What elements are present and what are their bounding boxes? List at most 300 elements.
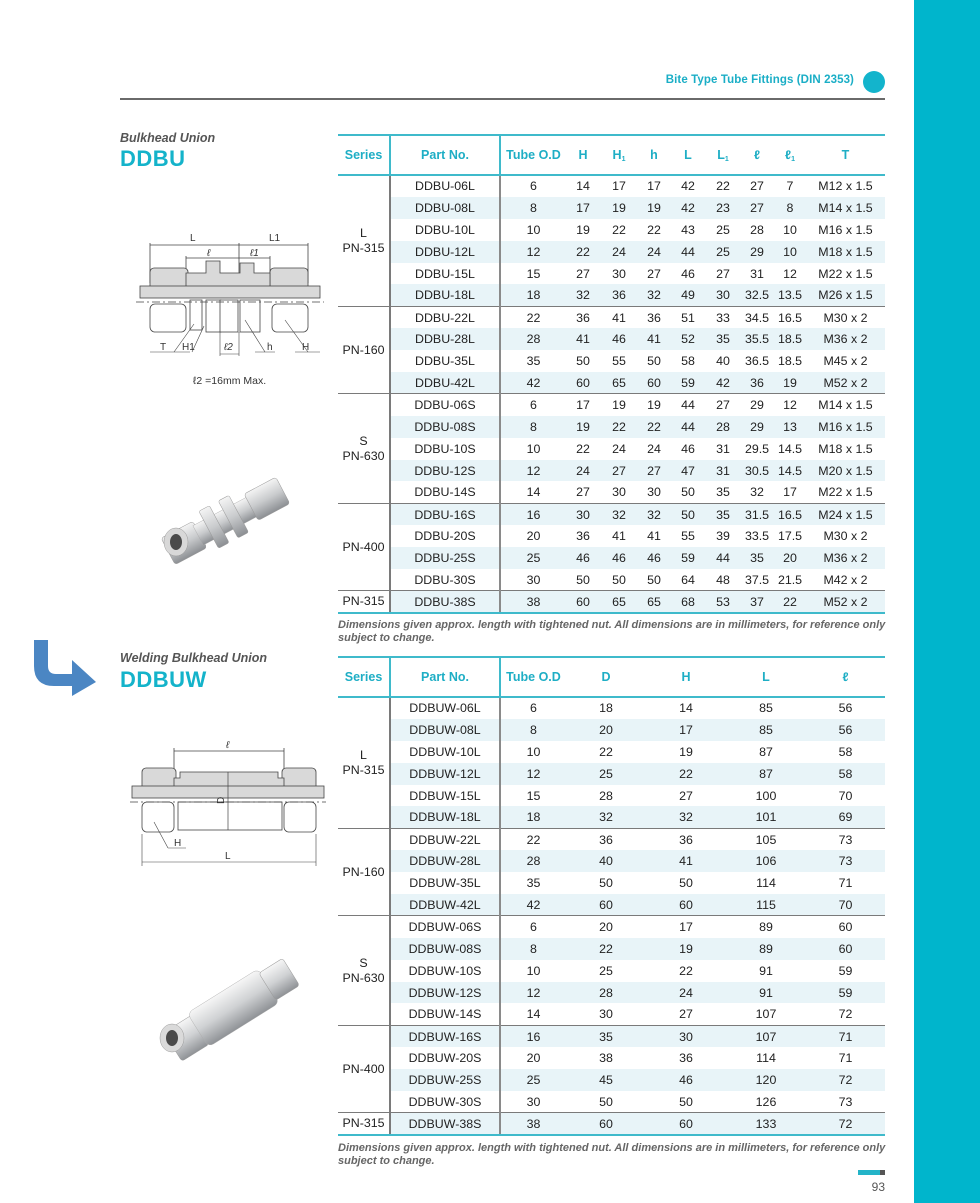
dimension-cell: 20 [526,529,541,544]
dimension-cell: 114 [756,876,776,891]
dimension-cell: 22 [638,416,670,438]
dim-label-T: T [160,342,167,353]
part-number-cell: DDBUW-30S [390,1091,500,1113]
table-row [338,503,885,525]
dim-label-h: h [267,342,273,353]
dim-label-H: H [302,342,310,353]
dimension-cell: 36.5 [744,354,770,369]
table-row [338,850,885,872]
dimension-cell: 10 [774,241,806,263]
column-header: L [670,135,706,175]
dimension-cell: 25 [599,963,613,978]
dimension-cell: 25 [500,1069,566,1091]
dimension-cell: 28 [706,416,740,438]
dimension-cell: 30 [526,572,541,587]
dimension-cell: 46 [600,547,638,569]
dimension-cell: 35 [706,328,740,350]
page-number: 93 [871,1180,885,1194]
ddbu-subtitle: Bulkhead Union [120,131,216,145]
dimension-cell: 32 [566,806,646,828]
dimension-cell: 14.5 [774,460,806,482]
dimension-cell: 41 [566,328,600,350]
dimension-cell: 22 [679,963,693,978]
dimension-cell: 31 [716,441,730,456]
dimension-cell: M24 x 1.5 [806,503,885,525]
dimension-cell: 50 [599,876,613,891]
dimension-cell: 12 [783,266,797,281]
series-cell [338,175,390,306]
dimension-cell: 51 [670,306,706,328]
dimension-cell: 35 [526,876,541,891]
dimension-cell: 25 [500,547,566,569]
dimension-cell: 38 [599,1051,613,1066]
dimension-cell: 28 [566,982,646,1004]
dimension-cell: 106 [726,850,806,872]
series-cell [338,306,390,394]
series-cell [338,916,390,1025]
series-cell [338,591,390,613]
dimension-cell: 14 [576,179,590,194]
dimension-cell: 42 [681,179,695,194]
dimension-cell: M42 x 2 [823,572,868,587]
dimension-cell: 60 [646,1113,726,1135]
part-number-cell: DDBUW-18L [390,806,500,828]
dimension-cell: 60 [566,1113,646,1135]
ddbuw-subtitle: Welding Bulkhead Union [120,651,267,665]
table-row [338,1003,885,1025]
dimension-cell: 18 [500,806,566,828]
dimension-cell: 30.5 [740,460,774,482]
dimension-cell: 32 [646,806,726,828]
section-arrow-icon [30,638,100,698]
dimension-cell: 36 [679,1051,693,1066]
dimension-cell: 6 [530,701,537,716]
dimension-cell: 23 [706,197,740,219]
dimension-cell: 17 [647,179,661,194]
dimension-cell: 17 [566,197,600,219]
dimension-cell: 28 [599,788,613,803]
dimension-cell: 59 [806,982,885,1004]
series-label: PN-400 [342,539,385,554]
table-row [338,241,885,263]
dimension-cell: 18 [500,284,566,306]
dimension-cell: 30 [566,503,600,525]
dimension-cell: M12 x 1.5 [818,179,873,194]
series-label: PN-160 [342,342,385,357]
dimension-cell: 14.5 [777,441,803,456]
column-header: Series [338,135,390,175]
dimension-cell: M30 x 2 [806,306,885,328]
table-row [338,175,885,197]
dimension-cell: 41 [612,529,626,544]
part-number-cell: DDBUW-06L [390,697,500,719]
dimension-cell: 73 [838,1094,853,1109]
table-row [338,894,885,916]
dimension-cell: 24 [600,241,638,263]
series-label: PN-630 [342,970,385,985]
dimension-cell: 30 [706,284,740,306]
dimension-cell: 12 [500,982,566,1004]
dimension-cell: 18.5 [774,328,806,350]
part-number-cell: DDBUW-16S [390,1025,500,1047]
dimension-cell: 8 [500,938,566,960]
ddbu-technical-drawing [130,228,330,368]
dimension-cell: 30 [599,1007,613,1022]
dimension-cell: 71 [806,1025,885,1047]
table-row [338,1025,885,1047]
table-row [338,828,885,850]
part-number-cell: DDBU-06L [390,175,500,197]
dim-label-H: H [174,838,182,849]
column-header: ℓ [806,657,885,697]
ddbuw-dimensions-table [338,656,885,1136]
dimension-cell: 44 [670,394,706,416]
dimension-cell: 72 [806,1113,885,1135]
dimension-cell: 58 [806,763,885,785]
page-number-marker [858,1170,885,1175]
dimension-cell: 73 [806,828,885,850]
column-header: H [566,135,600,175]
dimension-cell: 31 [750,266,764,281]
part-number-cell: DDBUW-42L [390,894,500,916]
dim-label-L1: L1 [269,233,281,244]
dimension-cell: 39 [716,529,730,544]
dimension-cell: 36 [638,306,670,328]
table-row [338,350,885,372]
dimension-cell: 19 [679,744,693,759]
dimension-cell: 28 [500,328,566,350]
dimension-cell: 42 [500,894,566,916]
dimension-cell: 89 [726,938,806,960]
dimension-cell: 12 [500,460,566,482]
dimension-cell: 101 [726,806,806,828]
dimension-cell: 20 [774,547,806,569]
dimension-cell: 17 [646,719,726,741]
series-cell [338,697,390,828]
part-number-cell: DDBUW-06S [390,916,500,938]
dimension-cell: 72 [806,1069,885,1091]
dimension-cell: 8 [500,416,566,438]
dimension-cell: 29 [740,394,774,416]
dimension-cell: 17 [783,485,797,500]
dimension-cell: 58 [681,354,695,369]
table-row [338,416,885,438]
dimension-cell: 27 [576,266,590,281]
dimension-cell: 10 [526,222,541,237]
dimension-cell: 64 [681,572,695,587]
dimension-cell: 28 [500,850,566,872]
dimension-cell: 38 [500,591,566,613]
dimension-cell: 14 [526,485,541,500]
series-label: PN-630 [342,448,385,463]
dimension-cell: 17 [612,179,626,194]
dimension-cell: 46 [600,328,638,350]
part-number-cell: DDBUW-15L [390,785,500,807]
dimension-cell: 71 [838,876,853,891]
part-number-cell: DDBUW-12L [390,763,500,785]
part-number-cell: DDBU-10L [390,219,500,241]
dimension-cell: 29 [740,416,774,438]
dimension-cell: 43 [681,222,695,237]
column-header: Tube O.D [500,135,566,175]
dimension-cell: 50 [612,572,626,587]
part-number-cell: DDBU-12L [390,241,500,263]
dimension-cell: 27 [679,788,693,803]
table-row [338,960,885,982]
part-number-cell: DDBU-15L [390,263,500,285]
part-number-cell: DDBUW-25S [390,1069,500,1091]
dimension-cell: M22 x 1.5 [818,485,873,500]
dimension-cell: 22 [612,222,626,237]
part-number-cell: DDBUW-20S [390,1047,500,1069]
dimension-cell: 33 [706,306,740,328]
dimension-cell: 100 [755,788,777,803]
dimension-cell: 14 [679,701,693,716]
dimension-cell: 27 [638,460,670,482]
table-header-row [338,135,885,175]
table-row [338,1069,885,1091]
part-number-cell: DDBUW-38S [390,1113,500,1135]
dimension-cell: 10 [526,744,541,759]
dimension-cell: 35 [526,354,541,369]
dimension-cell: 6 [500,394,566,416]
dimension-cell: 59 [670,547,706,569]
dimension-cell: 29.5 [744,441,770,456]
dimension-cell: 33.5 [744,529,770,544]
dimension-cell: 44 [670,416,706,438]
dimension-cell: 120 [726,1069,806,1091]
dim-label-l2: ℓ2 [224,342,233,353]
dimension-cell: 25 [566,763,646,785]
dimension-cell: 7 [786,179,794,194]
part-number-cell: DDBUW-22L [390,828,500,850]
dimension-cell: 22 [500,828,566,850]
table-row [338,197,885,219]
dimension-cell: 58 [838,744,853,759]
dimension-cell: 50 [679,1094,693,1109]
dimension-cell: 32 [638,284,670,306]
dimension-cell: 8 [500,719,566,741]
dimension-cell: 32 [750,485,764,500]
ddbu-dimensions-table [338,134,885,614]
dimension-cell: 22 [600,416,638,438]
dimension-cell: 89 [726,916,806,938]
dimension-cell: 50 [681,485,695,500]
dimension-cell: 24 [612,441,626,456]
dimension-cell: 19 [600,394,638,416]
ddbu-product-photo [150,470,300,570]
column-header: T [806,135,885,175]
table-row [338,982,885,1004]
dimension-cell: M52 x 2 [806,591,885,613]
dimension-cell: 91 [726,982,806,1004]
dimension-cell: 27 [716,266,730,281]
column-header: Series [338,657,390,697]
dimension-cell: 18.5 [777,354,803,369]
dimension-cell: 56 [806,719,885,741]
series-label: L [360,747,367,762]
column-header: H [646,657,726,697]
dimension-cell: 105 [726,828,806,850]
dimension-cell: 60 [638,372,670,394]
dim-label-l1: ℓ1 [250,248,259,259]
dimension-cell: 20 [566,916,646,938]
part-number-cell: DDBU-08S [390,416,500,438]
ddbuw-technical-drawing [128,738,328,868]
table-row [338,1113,885,1135]
dimension-cell: 15 [526,788,541,803]
dimension-cell: 13 [774,416,806,438]
table-row [338,916,885,938]
dimension-cell: 32 [600,503,638,525]
dimension-cell: 30 [646,1025,726,1047]
part-number-cell: DDBU-42L [390,372,500,394]
dimension-cell: 70 [806,894,885,916]
ddbu-footnote: Dimensions given approx. length with tightened nut. All dimensions are in millimeters, for reference only subject to change. [338,619,886,644]
dimension-cell: M26 x 1.5 [806,284,885,306]
dimension-cell: 35 [716,485,730,500]
series-label: PN-160 [342,864,385,879]
side-color-band [914,0,980,1203]
dimension-cell: 59 [838,963,853,978]
dimension-cell: 40 [716,354,730,369]
dimension-cell: 22 [566,938,646,960]
dimension-cell: 19 [638,197,670,219]
table-row [338,219,885,241]
dimension-cell: 65 [600,372,638,394]
column-header: D [566,657,646,697]
dimension-cell: 35.5 [740,328,774,350]
dimension-cell: 115 [726,894,806,916]
table-row [338,1091,885,1113]
dimension-cell: 46 [646,1069,726,1091]
series-label: PN-315 [342,1116,385,1131]
dimension-cell: 52 [670,328,706,350]
part-number-cell: DDBU-12S [390,460,500,482]
dimension-cell: 27 [600,460,638,482]
dimension-cell: M20 x 1.5 [806,460,885,482]
dimension-cell: 24 [647,441,661,456]
dimension-cell: 27 [706,394,740,416]
dimension-cell: 16 [500,503,566,525]
dimension-cell: 10 [783,222,797,237]
series-cell [338,503,390,591]
dimension-cell: 41 [646,850,726,872]
dimension-cell: 27 [576,485,590,500]
dimension-cell: 41 [600,306,638,328]
dimension-cell: 48 [716,572,730,587]
table-row [338,525,885,547]
series-label: PN-315 [342,240,385,255]
dimension-cell: 60 [566,894,646,916]
dimension-cell: 19 [566,416,600,438]
dimension-cell: 50 [647,572,661,587]
dimension-cell: 46 [566,547,600,569]
dimension-cell: M14 x 1.5 [806,394,885,416]
dimension-cell: 47 [670,460,706,482]
dimension-cell: 25 [716,222,730,237]
dim-label-L: L [225,851,231,862]
dimension-cell: M22 x 1.5 [818,266,873,281]
dimension-cell: 71 [838,1051,853,1066]
part-number-cell: DDBU-30S [390,569,500,591]
dimension-cell: 36 [600,284,638,306]
column-header: $L_1$ [706,135,740,175]
part-number-cell: DDBUW-35L [390,872,500,894]
dimension-cell: 35 [566,1025,646,1047]
dimension-cell: 27 [647,266,661,281]
dimension-cell: 16.5 [774,306,806,328]
dimension-cell: 50 [576,572,590,587]
dimension-cell: 114 [756,1051,776,1066]
dimension-cell: M18 x 1.5 [806,241,885,263]
part-number-cell: DDBU-35L [390,350,500,372]
part-number-cell: DDBU-16S [390,503,500,525]
dimension-cell: 20 [526,1051,541,1066]
series-cell [338,1113,390,1135]
table-row [338,306,885,328]
dimension-cell: 12 [500,241,566,263]
dimension-cell: 22 [576,441,590,456]
dimension-cell: M16 x 1.5 [818,222,873,237]
dimension-cell: 13.5 [774,284,806,306]
dimension-cell: 41 [638,328,670,350]
column-header: $H_1$ [600,135,638,175]
series-label: PN-400 [342,1061,385,1076]
dim-label-H1: H1 [182,342,195,353]
dimension-cell: 28 [750,222,764,237]
dimension-cell: 25 [706,241,740,263]
dimension-cell: 38 [500,1113,566,1135]
dimension-cell: 60 [806,916,885,938]
table-row [338,263,885,285]
dimension-cell: 69 [806,806,885,828]
column-header: ℓ [740,135,774,175]
dimension-cell: 22 [774,591,806,613]
dim-label-L: L [190,233,196,244]
column-header: L [726,657,806,697]
dimension-cell: 17 [566,394,600,416]
dimension-cell: 42 [706,372,740,394]
part-number-cell: DDBU-20S [390,525,500,547]
dimension-cell: 10 [526,441,541,456]
dimension-cell: 46 [681,441,695,456]
dimension-cell: 60 [806,938,885,960]
series-label: S [359,433,368,448]
series-label: PN-315 [342,762,385,777]
dimension-cell: 65 [638,591,670,613]
dimension-cell: 87 [759,744,773,759]
dimension-cell: 27 [750,179,764,194]
dimension-cell: 24 [646,982,726,1004]
dimension-cell: 30 [612,485,626,500]
dim-label-l: ℓ [226,740,230,751]
table-row [338,481,885,503]
series-label: L [360,225,367,240]
dimension-cell: 21.5 [777,572,803,587]
dimension-cell: 65 [600,591,638,613]
dimension-cell: 27 [679,1007,693,1022]
dimension-cell: 126 [755,1094,777,1109]
dimension-cell: 44 [670,241,706,263]
dimension-cell: 35 [740,547,774,569]
dimension-cell: 8 [774,197,806,219]
dim-label-D: D [216,796,227,804]
dimension-cell: 56 [838,701,853,716]
dimension-cell: 30 [612,266,626,281]
dimension-cell: 36 [576,529,590,544]
dimension-cell: 19 [646,938,726,960]
